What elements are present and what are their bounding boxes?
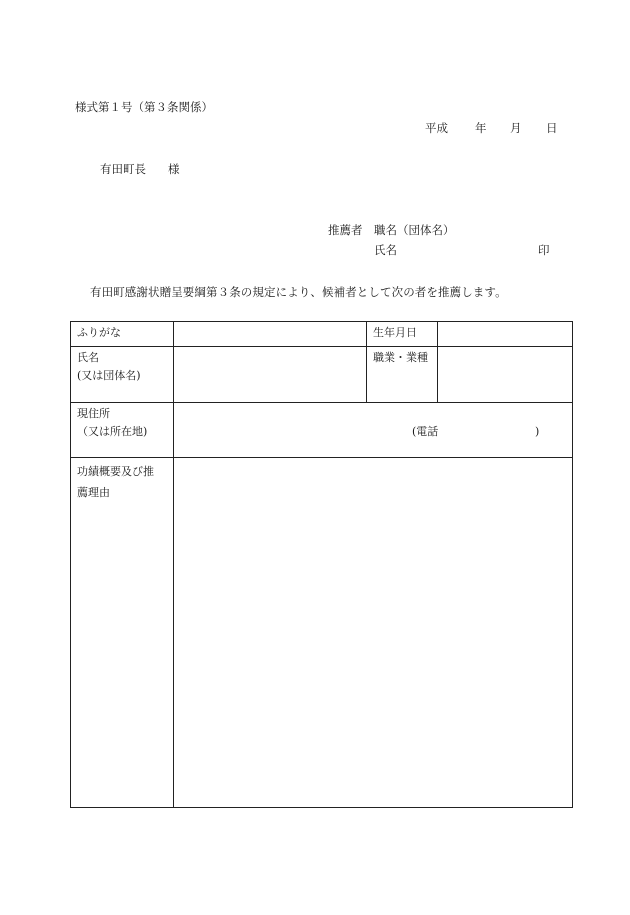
date-era: 平成 bbox=[425, 121, 448, 135]
reason-label bbox=[77, 461, 154, 503]
addressee-honorific: 様 bbox=[168, 162, 180, 176]
recommender-title-label: 職名（団体名） bbox=[374, 223, 455, 237]
phone-close-paren: ) bbox=[535, 425, 540, 438]
recommender-name-label: 氏名 bbox=[374, 243, 397, 257]
name-label bbox=[77, 349, 141, 385]
furigana-label: ふりがな bbox=[77, 326, 121, 339]
birthdate-field[interactable] bbox=[439, 324, 569, 344]
column-divider bbox=[366, 322, 367, 402]
address-field[interactable] bbox=[175, 405, 570, 455]
form-number: 様式第１号（第３条関係） bbox=[75, 100, 213, 114]
occupation-field[interactable] bbox=[439, 349, 569, 399]
name-field[interactable] bbox=[175, 349, 365, 399]
occupation-label: 職業・業種 bbox=[373, 351, 428, 364]
reason-label-line2: 薦理由 bbox=[77, 486, 110, 499]
address-label-line2: （又は所在地) bbox=[77, 425, 148, 438]
furigana-field[interactable] bbox=[175, 324, 365, 344]
reason-label-line1: 功績概要及び推 bbox=[77, 465, 154, 478]
column-divider bbox=[437, 322, 438, 402]
address-label bbox=[77, 405, 147, 441]
date-day-label: 日 bbox=[546, 121, 558, 135]
phone-label: (電話 bbox=[412, 425, 439, 438]
recommendation-form-table bbox=[70, 321, 573, 808]
addressee bbox=[100, 161, 180, 177]
date-line bbox=[425, 120, 558, 136]
addressee-name: 有田町長 bbox=[100, 162, 146, 176]
date-year-label: 年 bbox=[475, 121, 487, 135]
address-label-line1: 現住所 bbox=[77, 407, 110, 420]
date-month-label: 月 bbox=[510, 121, 522, 135]
row-divider bbox=[71, 346, 572, 347]
birthdate-label: 生年月日 bbox=[373, 326, 417, 339]
name-label-line2: (又は団体名) bbox=[77, 369, 141, 382]
column-divider bbox=[173, 322, 174, 807]
reason-field[interactable] bbox=[175, 460, 570, 805]
row-divider bbox=[71, 457, 572, 458]
row-divider bbox=[71, 402, 572, 403]
recommender-label: 推薦者 bbox=[328, 223, 363, 237]
name-label-line1: 氏名 bbox=[77, 351, 99, 364]
seal-mark: 印 bbox=[538, 243, 550, 257]
statement-text: 有田町感謝状贈呈要綱第３条の規定により、候補者として次の者を推薦します。 bbox=[90, 285, 507, 299]
